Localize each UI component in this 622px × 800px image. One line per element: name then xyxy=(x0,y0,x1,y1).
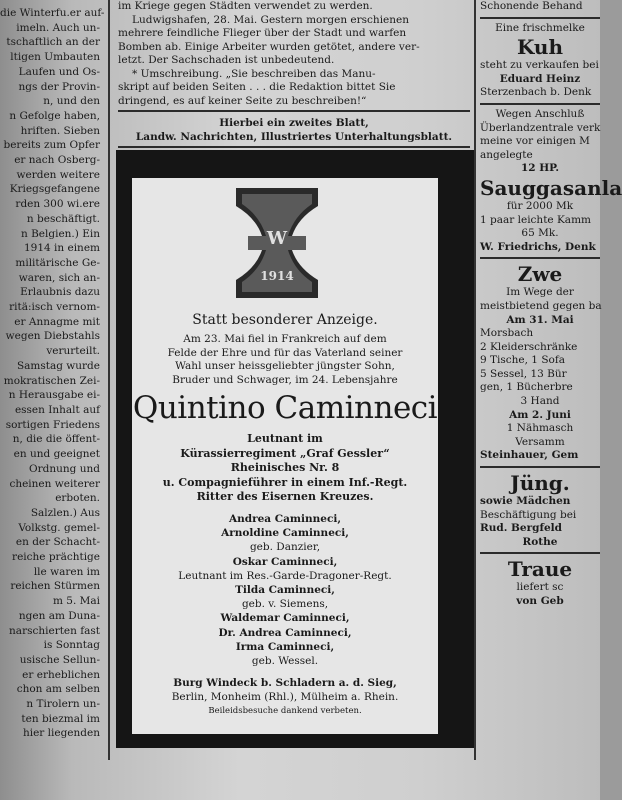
ad-line: 9 Tische, 1 Sofa xyxy=(480,354,565,367)
obituary-text-line: Felde der Ehre und für das Vaterland seiner xyxy=(167,346,403,359)
left-column-line: sortigen Friedens xyxy=(5,418,100,431)
left-column-line: n, und den xyxy=(43,95,100,108)
left-column-line: Salzlen.) Aus xyxy=(30,506,100,519)
ad-divider xyxy=(480,552,600,554)
left-column-line: Volkstg. gemel- xyxy=(18,521,100,534)
left-news-column xyxy=(0,0,104,756)
ad-line: sowie Mädchen xyxy=(480,495,571,508)
rank-line: Leutnant im xyxy=(247,432,323,445)
left-column-line: imeln. Auch un- xyxy=(16,21,100,34)
ad-line: Zwe xyxy=(517,262,563,287)
left-column-line: narschierten fast xyxy=(9,624,100,637)
left-column-line: n, die die öffent- xyxy=(12,433,100,446)
obituary-text-line: Wahl unser heissgeliebter jüngster Sohn, xyxy=(175,360,395,372)
left-column-line: Kriegsgefangene xyxy=(9,183,100,196)
obituary-heading: Statt besonderer Anzeige. xyxy=(192,312,378,328)
rule-top xyxy=(118,110,470,112)
ad-line: 1 Nähmasch xyxy=(506,422,574,435)
obituary-footer: Beileidsbesuche dankend verbeten. xyxy=(208,706,362,716)
rule-mid xyxy=(118,146,470,148)
place-line-1: Burg Windeck b. Schladern a. d. Sieg, xyxy=(173,677,397,689)
article-line: dringend, es auf keiner Seite zu beschreiben!“ xyxy=(118,94,367,107)
left-column-line: en und geeignet xyxy=(13,448,100,461)
obituary-text-line: Bruder und Schwager, im 24. Lebensjahre xyxy=(172,373,398,386)
left-column-line: verurteilt. xyxy=(46,345,100,358)
ad-line: Morsbach xyxy=(480,327,534,340)
ad-line: Schonende Behand xyxy=(480,0,583,12)
rank-line: u. Compagnieführer in einem Inf.-Regt. xyxy=(162,475,408,489)
left-column-line: Erlaubnis dazu xyxy=(20,286,100,299)
relative-name: Dr. Andrea Caminneci, xyxy=(218,626,352,639)
left-column-line: en der Schacht- xyxy=(15,536,100,549)
ad-line: Im Wege der xyxy=(506,286,574,299)
ad-line: Beschäftigung bei xyxy=(480,508,577,521)
ad-line: Eduard Heinz xyxy=(499,72,581,85)
supplement-line-2: Landw. Nachrichten, Illustriertes Unterhaltungsblatt. xyxy=(135,131,453,143)
left-column-line: is Sonntag xyxy=(43,639,100,652)
ad-line: angelegte xyxy=(480,148,533,161)
supplement-notice xyxy=(118,116,470,144)
ad-line: steht zu verkaufen bei xyxy=(480,59,599,72)
ad-line: 3 Hand xyxy=(520,395,560,408)
relative-detail: Leutnant im Res.-Garde-Dragoner-Regt. xyxy=(178,569,392,582)
left-column-line: n Tirolern un- xyxy=(26,698,100,711)
obituary-text-line: Am 23. Mai fiel in Frankreich auf dem xyxy=(183,333,387,345)
left-column-line: militärische Ge- xyxy=(15,256,100,269)
relative-detail: geb. Wessel. xyxy=(251,655,319,668)
ad-line: 65 Mk. xyxy=(521,227,559,240)
left-column-line: n Belgien.) Ein xyxy=(20,227,100,240)
left-column-line: tschaftlich an der xyxy=(6,36,100,49)
left-column-line: n Herausgabe ei- xyxy=(8,389,100,402)
left-column-line: die Winterfu.er auf- xyxy=(0,7,105,19)
ad-divider xyxy=(480,466,600,468)
article-line: * Umschreibung. „Sie beschreiben das Manu- xyxy=(132,67,376,80)
relative-detail: geb. Danzier, xyxy=(249,541,321,554)
left-column-line: ngs der Provin- xyxy=(18,80,100,93)
left-column-line: n Gefolge haben, xyxy=(9,109,100,122)
ad-line: Steinhauer, Gem xyxy=(480,449,579,462)
left-column-line: reichen Stürmen xyxy=(10,580,100,593)
left-column-line: usische Sellun- xyxy=(19,653,100,666)
left-column-line: er erheblichen xyxy=(22,668,100,681)
ad-line: 12 HP. xyxy=(520,162,559,175)
ad-line: Eine frischmelke xyxy=(495,21,585,34)
deceased-name: Quintino Caminneci xyxy=(132,390,438,426)
article-line: letzt. Der Sachschaden ist unbedeutend. xyxy=(118,54,335,66)
ad-line: Am 31. Mai xyxy=(506,313,574,326)
news-article-top xyxy=(118,0,470,108)
left-column-line: werden weitere xyxy=(16,168,100,181)
left-column-line: hier liegenden xyxy=(22,727,100,740)
relative-name: Andrea Caminneci, xyxy=(228,513,342,525)
left-column-line: m 5. Mai xyxy=(52,595,100,608)
left-column-line: rden 300 wi.ere xyxy=(15,198,100,211)
left-column-line: erboten. xyxy=(55,492,100,505)
ad-line: meistbietend gegen ba xyxy=(480,299,602,312)
ad-line: Überlandzentrale verk xyxy=(480,121,601,134)
left-column-line: Samstag wurde xyxy=(16,359,100,372)
left-column-line: n beschäftigt. xyxy=(26,212,100,225)
ad-line: W. Friedrichs, Denk xyxy=(480,240,596,253)
ad-line: liefert sc xyxy=(516,581,564,594)
article-line: im Kriege gegen Städten verwendet zu werden. xyxy=(118,0,373,12)
left-column-line: essen Inhalt auf xyxy=(14,403,100,416)
left-column-line: reiche prächtige xyxy=(12,551,100,564)
ad-divider xyxy=(480,103,600,105)
column-rule-left xyxy=(108,0,110,760)
left-column-line: waren, sich an- xyxy=(18,271,100,284)
cross-year: 1914 xyxy=(260,269,294,283)
left-column-line: mokratischen Zei- xyxy=(3,374,100,387)
ad-line: Wegen Anschluß xyxy=(495,107,585,120)
relative-name: Arnoldine Caminneci, xyxy=(221,527,349,540)
left-column-line: chon am selben xyxy=(16,683,100,696)
ad-line: Versamm xyxy=(515,435,565,448)
left-column-line: ltigen Umbauten xyxy=(10,51,100,64)
left-column-line: wegen Diebstahls xyxy=(5,330,100,343)
left-column-line: ten biezmal im xyxy=(21,712,100,725)
rank-line: Ritter des Eisernen Kreuzes. xyxy=(196,490,374,503)
article-line: mehrere feindliche Flieger über der Stadt und warfen xyxy=(118,27,407,39)
left-column-line: er nach Osberg- xyxy=(14,154,100,167)
ad-line: meine vor einigen M xyxy=(480,135,590,148)
relative-detail: geb. v. Siemens, xyxy=(241,598,329,611)
right-ads-column xyxy=(480,0,622,609)
relative-name: Tilda Caminneci, xyxy=(235,584,335,597)
ad-line: Sauggasanla xyxy=(480,175,622,200)
left-column-line: Ordnung und xyxy=(29,462,100,475)
iron-cross-icon xyxy=(232,184,322,302)
left-column-line: er Annagme mit xyxy=(14,315,100,328)
relative-name: Waldemar Caminneci, xyxy=(220,612,350,625)
left-column-line: lle waren im xyxy=(33,565,100,578)
relative-name: Irma Caminneci, xyxy=(235,640,335,653)
ad-line: Am 2. Juni xyxy=(509,408,571,421)
relative-name: Oskar Caminneci, xyxy=(232,555,338,568)
ad-line: Rud. Bergfeld xyxy=(480,522,562,535)
relatives-list xyxy=(132,512,438,668)
obituary-places xyxy=(132,676,438,704)
column-rule-right xyxy=(474,0,476,760)
obituary-text xyxy=(132,333,438,387)
ad-line: Rothe xyxy=(522,535,558,548)
rank-line: Rheinisches Nr. 8 xyxy=(230,461,340,474)
cross-letter: W xyxy=(266,228,288,249)
left-column-line: 1914 in einem xyxy=(23,242,100,255)
supplement-line-1: Hierbei ein zweites Blatt, xyxy=(219,117,369,129)
ad-divider xyxy=(480,17,600,19)
ad-line: 2 Kleiderschränke xyxy=(480,340,578,353)
left-column-line: Laufen und Os- xyxy=(18,65,100,78)
ad-line: von Geb xyxy=(516,595,564,607)
article-line: skript auf beiden Seiten . . . die Redaktion bittet Sie xyxy=(118,81,396,93)
ad-divider xyxy=(480,257,600,259)
ad-line: Jüng. xyxy=(510,471,570,496)
place-line-2: Berlin, Monheim (Rhl.), Mülheim a. Rhein. xyxy=(171,691,399,703)
left-column-line: hriften. Sieben xyxy=(20,124,100,137)
article-line: Ludwigshafen, 28. Mai. Gestern morgen erschienen xyxy=(132,13,410,26)
ad-line: Sterzenbach b. Denk xyxy=(480,86,592,99)
ad-line: Kuh xyxy=(516,35,564,60)
left-column-line: bereits zum Opfer xyxy=(3,139,100,152)
left-column-line: cheinen weiterer xyxy=(9,477,100,490)
ad-line: gen, 1 Bücherbre xyxy=(480,381,573,394)
ad-line: für 2000 Mk xyxy=(506,199,574,212)
ad-line: Traue xyxy=(507,557,573,582)
ad-line: 1 paar leichte Kamm xyxy=(480,213,591,226)
left-column-line: ngen am Duna- xyxy=(18,609,100,622)
rank-line: Kürassierregiment „Graf Gessler“ xyxy=(180,446,390,460)
article-line: Bomben ab. Einige Arbeiter wurden getötet, andere ver- xyxy=(118,40,420,53)
left-column-line: ritä:isch vernom- xyxy=(9,301,100,314)
ad-line: 5 Sessel, 13 Bür xyxy=(480,367,567,380)
deceased-rank xyxy=(132,432,438,505)
